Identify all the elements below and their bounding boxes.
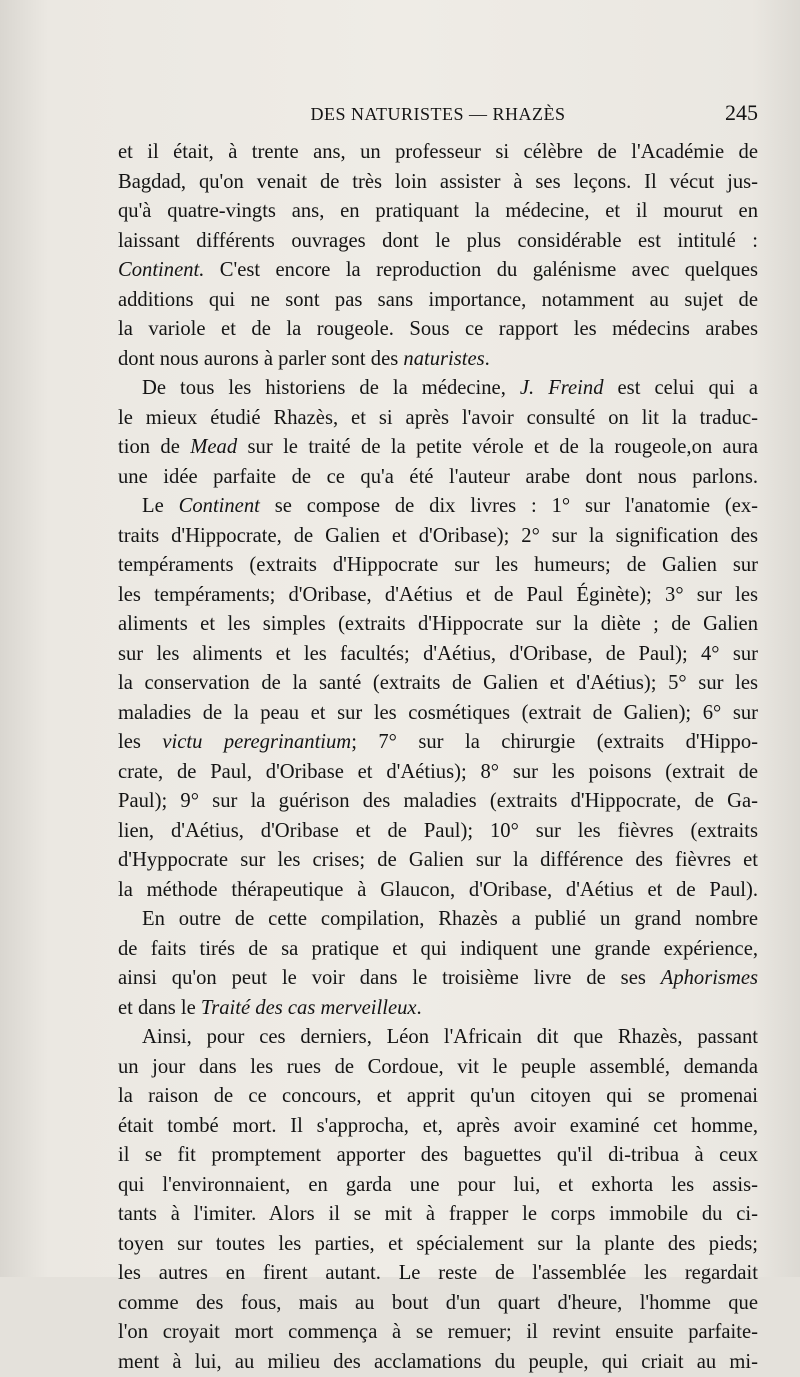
text-line: la conservation de la santé (extraits de Galien et d'Aétius); 5° sur les [118, 669, 758, 699]
text-line: tion de Mead sur le traité de la petite vérole et de la rougeole,on aura [118, 433, 758, 463]
text-line: comme des fous, mais au bout d'un quart d'heure, l'homme que [118, 1289, 758, 1319]
text-line: la raison de ce concours, et apprit qu'un citoyen qui se promenai [118, 1082, 758, 1112]
text-line: sur les aliments et les facultés; d'Aétius, d'Oribase, de Paul); 4° sur [118, 640, 758, 670]
text-line: dont nous aurons à parler sont des naturistes. [118, 345, 758, 375]
text-line: ainsi qu'on peut le voir dans le troisième livre de ses Aphorismes [118, 964, 758, 994]
text-line: toyen sur toutes les parties, et spécialement sur la plante des pieds; [118, 1230, 758, 1260]
text-line: un jour dans les rues de Cordoue, vit le peuple assemblé, demanda [118, 1053, 758, 1083]
text-line: le mieux étudié Rhazès, et si après l'avoir consulté on lit la traduc- [118, 404, 758, 434]
page-header [118, 100, 758, 130]
text-line: et il était, à trente ans, un professeur si célèbre de l'Académie de [118, 138, 758, 168]
text-line: l'on croyait mort commença à se remuer; il revint ensuite parfaite- [118, 1318, 758, 1348]
body-text [118, 138, 758, 1377]
text-line: qui l'environnaient, en garda une pour lui, et exhorta les assis- [118, 1171, 758, 1201]
text-line: qu'à quatre-vingts ans, en pratiquant la médecine, et il mourut en [118, 197, 758, 227]
text-line: maladies de la peau et sur les cosmétiques (extrait de Galien); 6° sur [118, 699, 758, 729]
text-line: les tempéraments; d'Oribase, d'Aétius et de Paul Éginète); 3° sur les [118, 581, 758, 611]
text-line: ment à lui, au milieu des acclamations du peuple, qui criait au mi- [118, 1348, 758, 1377]
text-line: lien, d'Aétius, d'Oribase et de Paul); 10° sur les fièvres (extraits [118, 817, 758, 847]
paragraph-start-line: De tous les historiens de la médecine, J. Freind est celui qui a [118, 374, 758, 404]
paragraph-start-line: En outre de cette compilation, Rhazès a publié un grand nombre [118, 905, 758, 935]
text-line: la méthode thérapeutique à Glaucon, d'Oribase, d'Aétius et de Paul). [118, 876, 758, 906]
text-line: traits d'Hippocrate, de Galien et d'Oribase); 2° sur la signification des [118, 522, 758, 552]
text-line: Paul); 9° sur la guérison des maladies (extraits d'Hippocrate, de Ga- [118, 787, 758, 817]
text-line: Continent. C'est encore la reproduction du galénisme avec quelques [118, 256, 758, 286]
paragraph-start-line: Ainsi, pour ces derniers, Léon l'Africain dit que Rhazès, passant [118, 1023, 758, 1053]
page-number: 245 [725, 100, 758, 126]
text-line: les autres en firent autant. Le reste de l'assemblée les regardait [118, 1259, 758, 1289]
text-line: laissant différents ouvrages dont le plus considérable est intitulé : [118, 227, 758, 257]
paragraph-start-line: Le Continent se compose de dix livres : 1° sur l'anatomie (ex- [118, 492, 758, 522]
text-line: et dans le Traité des cas merveilleux. [118, 994, 758, 1024]
text-line: les victu peregrinantium; 7° sur la chirurgie (extraits d'Hippo- [118, 728, 758, 758]
text-line: crate, de Paul, d'Oribase et d'Aétius); 8° sur les poisons (extrait de [118, 758, 758, 788]
text-line: de faits tirés de sa pratique et qui indiquent une grande expérience, [118, 935, 758, 965]
running-head: DES NATURISTES — RHAZÈS [118, 104, 758, 125]
text-line: tants à l'imiter. Alors il se mit à frapper le corps immobile du ci- [118, 1200, 758, 1230]
text-line: la variole et de la rougeole. Sous ce rapport les médecins arabes [118, 315, 758, 345]
text-line: il se fit promptement apporter des baguettes qu'il di-tribua à ceux [118, 1141, 758, 1171]
text-line: aliments et les simples (extraits d'Hippocrate sur la diète ; de Galien [118, 610, 758, 640]
text-line: d'Hyppocrate sur les crises; de Galien sur la différence des fièvres et [118, 846, 758, 876]
text-line: Bagdad, qu'on venait de très loin assister à ses leçons. Il vécut jus- [118, 168, 758, 198]
text-line: additions qui ne sont pas sans importance, notamment au sujet de [118, 286, 758, 316]
text-line: tempéraments (extraits d'Hippocrate sur les humeurs; de Galien sur [118, 551, 758, 581]
text-line: une idée parfaite de ce qu'a été l'auteur arabe dont nous parlons. [118, 463, 758, 493]
text-line: était tombé mort. Il s'approcha, et, après avoir examiné cet homme, [118, 1112, 758, 1142]
